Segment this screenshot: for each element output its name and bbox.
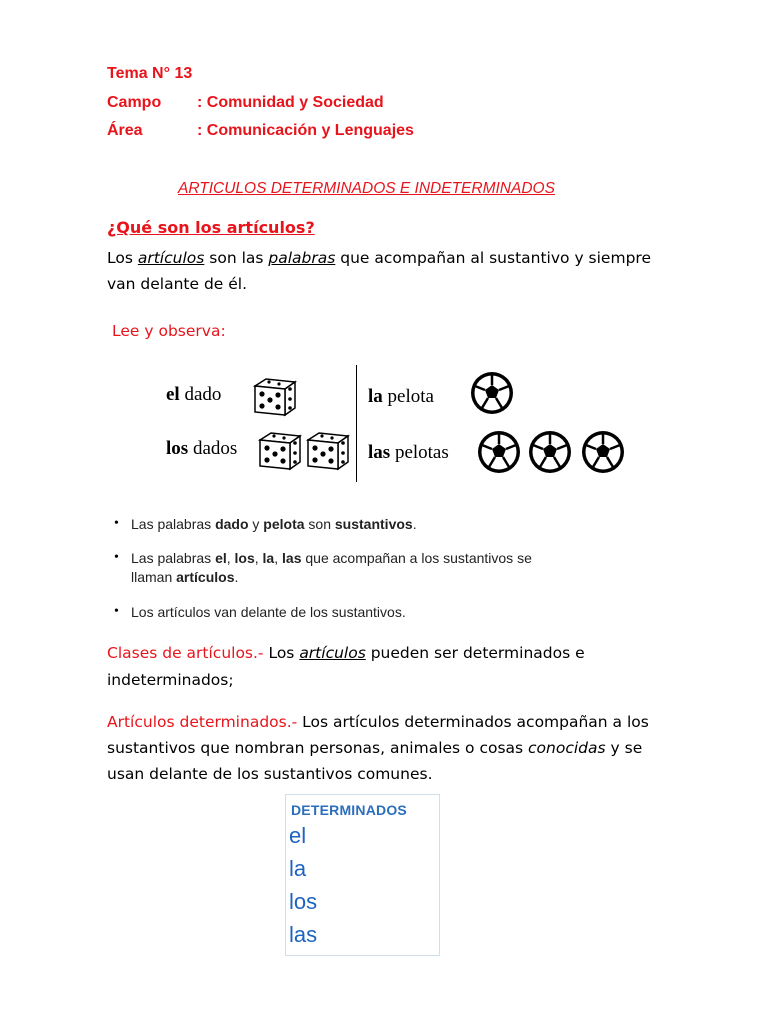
table-item-la: la <box>289 856 307 881</box>
bullet-dot: • <box>114 604 119 619</box>
determinados-line-2: sustantivos que nombran personas, animales o cosas conocidas y se <box>107 739 643 757</box>
example-el-dado: el dado <box>166 384 222 405</box>
definition-line-2: van delante de él. <box>107 275 248 293</box>
keyword-articulos: artículos <box>299 644 366 662</box>
dice-icon <box>306 431 350 471</box>
dice-icon <box>253 377 297 417</box>
clases-line-2: indeterminados; <box>107 671 234 689</box>
bullet-dot: • <box>114 550 119 565</box>
keyword-palabras: palabras <box>268 249 336 267</box>
examples-divider <box>356 365 357 482</box>
example-los-dados: los dados <box>166 438 238 459</box>
keyword-articulos: artículos <box>137 249 205 267</box>
observe-label: Lee y observa: <box>112 322 226 340</box>
soccer-ball-icon <box>476 430 522 474</box>
soccer-ball-icon <box>469 371 515 415</box>
table-item-las: las <box>289 922 318 947</box>
soccer-ball-icon <box>580 430 626 474</box>
determinados-line-3: usan delante de los sustantivos comunes. <box>107 765 433 783</box>
bullet-item-2: Las palabras el, los, la, las que acompañan a los sustantivos se <box>131 550 532 566</box>
example-las-pelotas: las pelotas <box>368 442 449 463</box>
bullet-dot: • <box>114 516 119 531</box>
section-question: ¿Qué son los artículos? <box>107 218 315 237</box>
table-item-el: el <box>289 823 307 848</box>
example-la-pelota: la pelota <box>368 386 434 407</box>
definition-line-1: Los artículos son las palabras que acompañan al sustantivo y siempre <box>107 249 651 267</box>
determinados-table <box>285 794 440 956</box>
table-item-los: los <box>289 889 318 914</box>
area-label: Área <box>107 122 143 139</box>
campo-label: Campo <box>107 94 162 111</box>
bullet-item-1: Las palabras dado y pelota son sustantivos. <box>131 516 417 532</box>
dice-icon <box>258 431 302 471</box>
bullet-item-3: Los artículos van delante de los sustantivos. <box>131 604 406 620</box>
tema-number: Tema N° 13 <box>107 65 193 82</box>
determinados-label: Artículos determinados.- <box>107 713 298 731</box>
clases-line-1: Clases de artículos.- Los artículos pueden ser determinados e <box>107 644 585 662</box>
page-title: ARTICULOS DETERMINADOS E INDETERMINADOS <box>178 180 555 197</box>
area-value: : Comunicación y Lenguajes <box>197 122 414 139</box>
keyword-conocidas: conocidas <box>528 739 606 757</box>
soccer-ball-icon <box>527 430 573 474</box>
determinados-line-1: Artículos determinados.- Los artículos determinados acompañan a los <box>107 713 649 731</box>
campo-value: : Comunidad y Sociedad <box>197 94 384 111</box>
table-header: DETERMINADOS <box>291 802 407 818</box>
clases-label: Clases de artículos.- <box>107 644 264 662</box>
bullet-item-2-cont: llaman artículos. <box>131 569 239 585</box>
